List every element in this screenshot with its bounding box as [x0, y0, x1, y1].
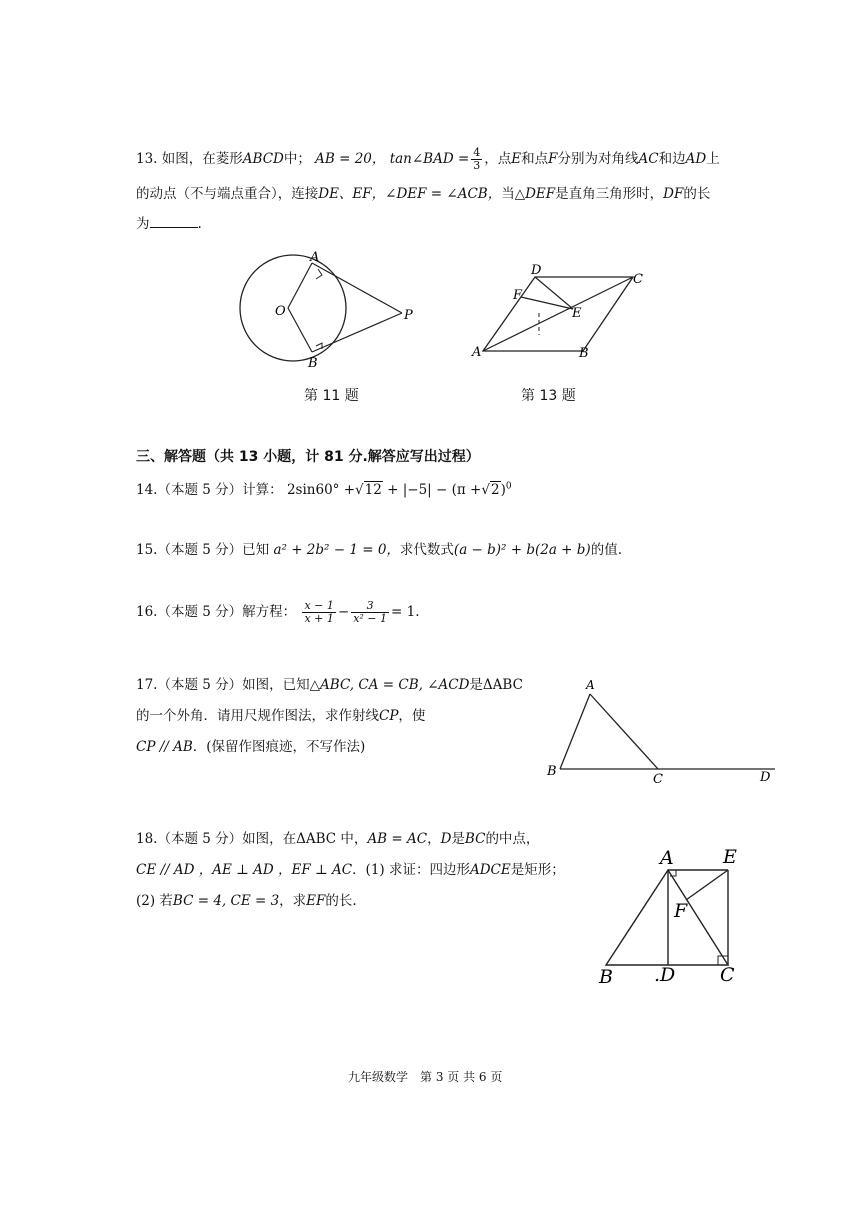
q16-fraction-1: $\frac{x - 1}{x + 1}$ [304, 599, 334, 625]
q18-line3: (2) 若BC = 4, CE = 3，求EF的长. [136, 893, 357, 909]
q13-line1: 13. 如图，在菱形ABCD中； AB = 20， tan∠BAD = $\frac{4}{3}$ ，点E和点F分别为对角线AC和边AD上 [136, 146, 720, 172]
q15: 15.（本题 5 分）已知 a² + 2b² − 1 = 0，求代数式(a − b)² + b(2a + b)的值. [136, 542, 622, 558]
fig17-label-A: A [586, 678, 595, 692]
fig18-line-EF [686, 870, 728, 900]
fig13-label-D: D [531, 263, 542, 278]
fig17-label-D: D [760, 770, 771, 785]
fig11-line-BP [312, 313, 402, 352]
q13-number: 13. [136, 151, 158, 167]
fig18-label-E: E [723, 846, 737, 868]
q13-line3: 为 . [136, 216, 202, 232]
fig13-label-E: E [572, 306, 582, 321]
figure-18 [590, 840, 765, 990]
q14: 14.（本题 5 分）计算： $2\sin 60^\circ +√12 + |-5| - (\pi +√2)^0$ [136, 481, 512, 498]
fig18-label-F: F [674, 900, 688, 922]
fig13-label-F: F [513, 288, 523, 303]
fig13-caption: 第 13 题 [521, 388, 576, 404]
fig11-label-O: O [275, 304, 286, 319]
fig17-line-AB [560, 694, 590, 769]
fig17-label-C: C [653, 772, 663, 787]
fig17-label-B: B [547, 764, 557, 779]
fig18-label-B: B [599, 966, 613, 988]
q17-line3: CP // AB．(保留作图痕迹，不写作法) [136, 739, 366, 755]
fig11-label-B: B [308, 356, 318, 371]
fig11-caption: 第 11 题 [304, 388, 359, 404]
fig18-triangle-ABC [606, 870, 728, 965]
fig18-label-A: A [660, 847, 674, 869]
q16-fraction-2: $\frac{3}{\text{x² − 1}}$ [353, 599, 388, 625]
fig11-circle [240, 255, 346, 361]
fig11-line-OB [288, 308, 312, 352]
fig13-label-C: C [633, 272, 643, 287]
page-footer: 九年级数学 第 3 页 共 6 页 [348, 1070, 503, 1084]
figure-13 [465, 255, 665, 370]
fig11-line-OA [288, 263, 312, 308]
fig18-label-D: .D [654, 964, 676, 986]
fig11-label-A: A [310, 250, 320, 265]
answer-blank [150, 215, 198, 228]
section3-title: 三、解答题（共 13 小题，计 81 分.解答应写出过程） [136, 449, 480, 465]
q17-line1: 17.（本题 5 分）如图，已知△ABC, CA = CB, ∠ACD是ΔABC [136, 677, 523, 693]
q13-line2: 的动点（不与端点重合），连接DE、EF，∠DEF = ∠ACB，当△DEF是直角三角形时，DF的长 [136, 186, 711, 202]
fraction-4-3: $\frac{4}{3}$ [473, 146, 481, 172]
q16: 16.（本题 5 分）解方程： $\frac{x - 1}{x + 1}$ − $\frac{3}{\text{x² − 1}}$ = 1. [136, 599, 420, 625]
q18-line2: CE // AD ，AE ⊥ AD ，EF ⊥ AC．(1) 求证：四边形ADCE是矩形； [136, 862, 565, 878]
fig17-line-AC [590, 694, 658, 769]
q18-line1: 18.（本题 5 分）如图，在ΔABC 中，AB = AC，D是BC的中点， [136, 831, 540, 847]
figure-11 [230, 245, 430, 375]
fig11-line-AP [312, 263, 402, 313]
figure-17 [540, 672, 780, 787]
fig11-right-angle-A [316, 269, 322, 279]
fig18-label-C: C [720, 964, 735, 986]
fig13-diagonal-AC [483, 277, 633, 351]
q17-line2: 的一个外角．请用尺规作图法，求作射线CP，使 [136, 708, 426, 724]
fig13-label-A: A [472, 345, 482, 360]
fig13-label-B: B [579, 346, 589, 361]
fig11-label-P: P [404, 308, 413, 323]
